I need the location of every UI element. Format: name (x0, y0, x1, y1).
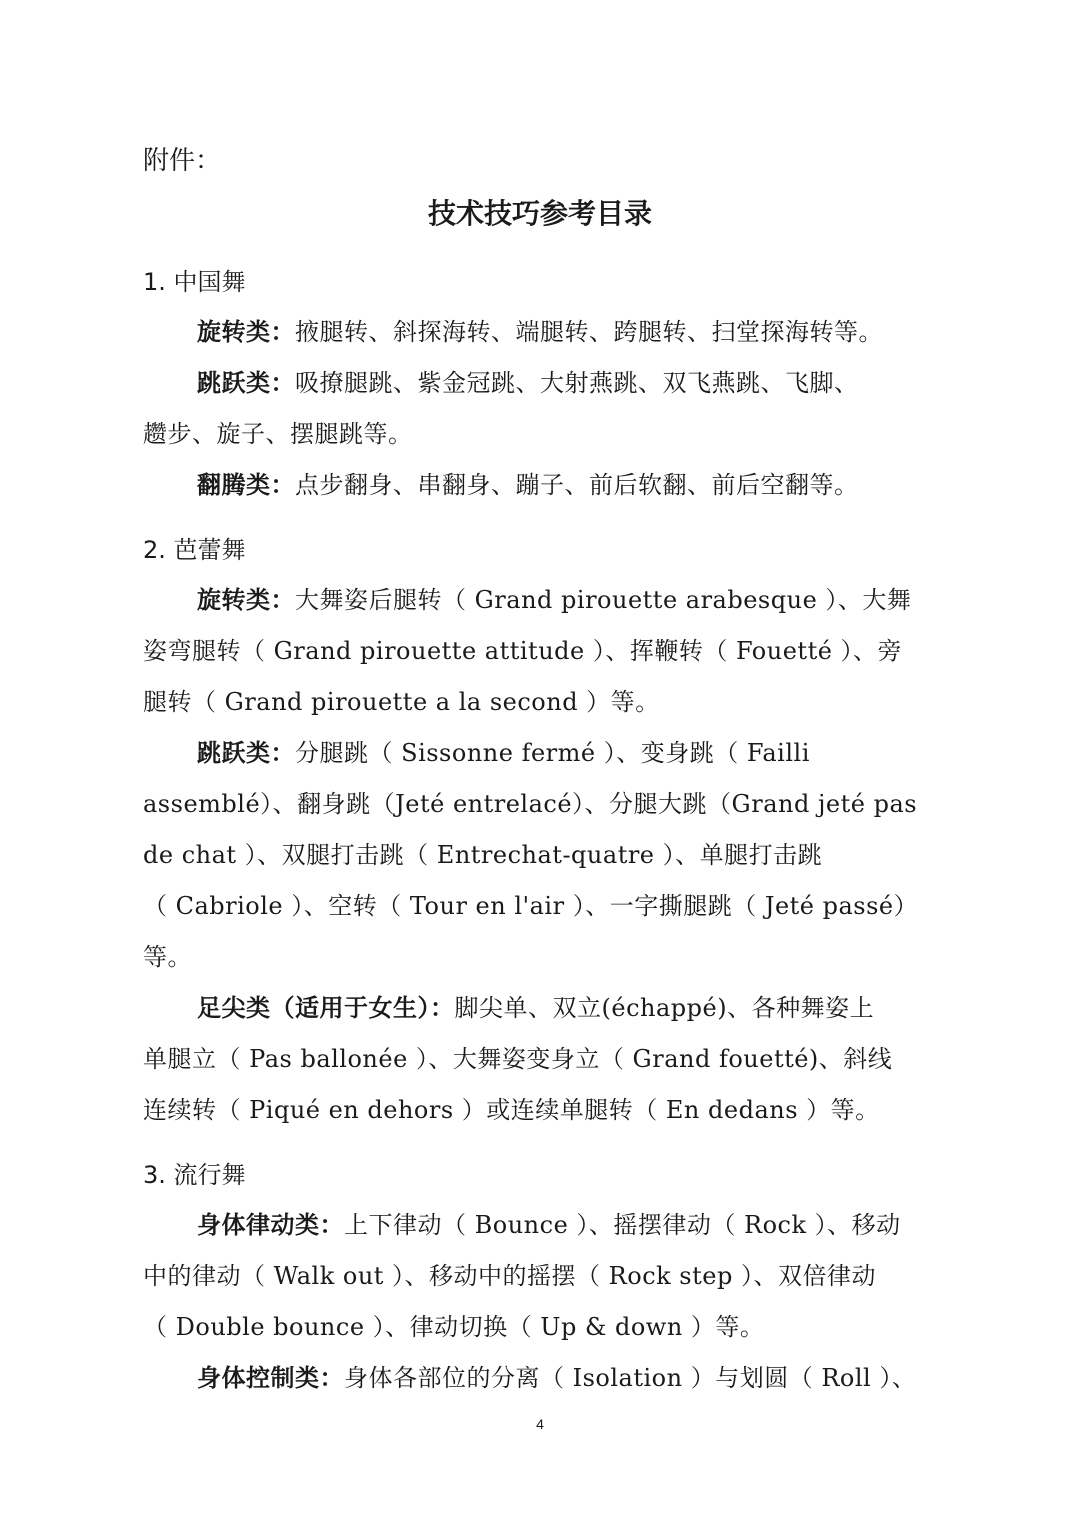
text-line: （ Cabriole ）、空转（ Tour en l'air ）、一字撕腿跳（ Jeté passé） (143, 892, 919, 920)
text-line (197, 580, 911, 615)
category-label: 旋转类： (197, 585, 295, 614)
document-title: 技术技巧参考目录 (427, 197, 652, 230)
text-line (197, 465, 859, 500)
text-line (197, 1358, 916, 1393)
category-label: 跳跃类： (197, 368, 295, 397)
text-line: 连续转（ Piqué en dehors ）或连续单腿转（ En dedans ）等。 (143, 1096, 880, 1124)
category-text: 大舞姿后腿转（ Grand pirouette arabesque ）、大舞 (295, 586, 912, 614)
text-line: （ Double bounce ）、律动切换（ Up & down ）等。 (143, 1313, 765, 1341)
section-heading-chinese-dance: 1. 中国舞 (143, 268, 246, 296)
text-line (197, 988, 874, 1023)
section-heading-popular-dance: 3. 流行舞 (143, 1161, 246, 1189)
category-text: 分腿跳（ Sissonne fermé ）、变身跳（ Failli (295, 739, 810, 767)
text-line: 等。 (143, 943, 192, 971)
text-line: 姿弯腿转（ Grand pirouette attitude ）、挥鞭转（ Fouetté ）、旁 (143, 637, 903, 665)
text-line: 腿转（ Grand pirouette a la second ）等。 (143, 688, 660, 716)
category-text: 点步翻身、串翻身、蹦子、前后软翻、前后空翻等。 (295, 471, 859, 499)
category-text: 上下律动（ Bounce ）、摇摆律动（ Rock ）、移动 (344, 1211, 901, 1239)
text-line (197, 363, 859, 398)
attachment-label: 附件： (143, 146, 222, 176)
category-label: 跳跃类： (197, 738, 295, 767)
page-number: 4 (536, 1416, 544, 1432)
text-line (197, 733, 810, 768)
text-line: de chat ）、双腿打击跳（ Entrechat-quatre ）、单腿打击跳 (143, 841, 823, 869)
category-label: 翻腾类： (197, 470, 295, 499)
text-line: 单腿立（ Pas ballonée ）、大舞姿变身立（ Grand fouetté)、斜线 (143, 1045, 893, 1073)
text-line (197, 1205, 901, 1240)
category-text: 掖腿转、斜探海转、端腿转、跨腿转、扫堂探海转等。 (295, 318, 883, 346)
text-line: assemblé）、翻身跳（Jeté entrelacé）、分腿大跳（Grand jeté pas (143, 790, 918, 818)
section-heading-ballet: 2. 芭蕾舞 (143, 536, 246, 564)
category-label: 足尖类（适用于女生）： (197, 993, 455, 1022)
text-line (197, 312, 883, 347)
text-line: 中的律动（ Walk out ）、移动中的摇摆（ Rock step ）、双倍律动 (143, 1262, 876, 1290)
category-text: 身体各部位的分离（ Isolation ）与划圆（ Roll ）、 (344, 1364, 917, 1392)
category-label: 身体律动类： (197, 1210, 344, 1239)
category-label: 身体控制类： (197, 1363, 344, 1392)
category-text: 脚尖单、双立(échappé)、各种舞姿上 (454, 994, 875, 1022)
category-text: 吸撩腿跳、紫金冠跳、大射燕跳、双飞燕跳、飞脚、 (295, 369, 859, 397)
text-line: 趱步、旋子、摆腿跳等。 (143, 420, 413, 448)
category-label: 旋转类： (197, 317, 295, 346)
